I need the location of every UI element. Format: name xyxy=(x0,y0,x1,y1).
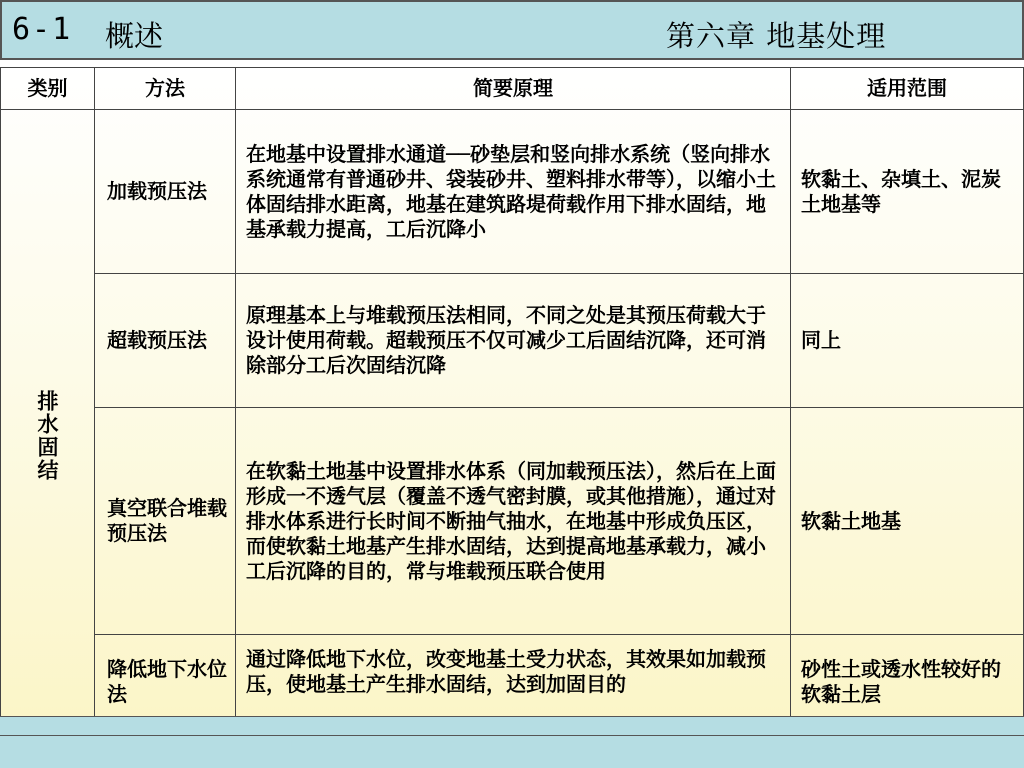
table-area xyxy=(0,67,1024,736)
section-title: 概述 xyxy=(105,19,164,53)
category-cell xyxy=(1,110,95,737)
scope-cell: 砂性土或透水性较好的软黏土层 xyxy=(791,635,1024,737)
slide-footer-bar xyxy=(0,716,1024,768)
category-label: 排水固结 xyxy=(35,390,60,482)
table-header-row xyxy=(1,68,1024,110)
method-cell: 加载预压法 xyxy=(95,110,236,274)
slide-header xyxy=(0,0,1024,60)
scope-cell: 同上 xyxy=(791,274,1024,408)
method-cell: 超载预压法 xyxy=(95,274,236,408)
principle-cell: 在软黏土地基中设置排水体系（同加载预压法），然后在上面形成一不透气层（覆盖不透气密封膜，或其他措施），通过对排水体系进行长时间不断抽气抽水，在地基中形成负压区，而使软黏土地基产生排水固结，达到提高地基承载力，减小工后沉降的目的，常与堆载预压联合使用 xyxy=(236,408,791,635)
section-number: 6-1 xyxy=(12,12,73,47)
table-row xyxy=(1,274,1024,408)
method-cell: 降低地下水位法 xyxy=(95,635,236,737)
scope-cell: 软黏土地基 xyxy=(791,408,1024,635)
table-row xyxy=(1,110,1024,274)
principle-cell: 在地基中设置排水通道──砂垫层和竖向排水系统（竖向排水系统通常有普通砂井、袋装砂井、塑料排水带等），以缩小土体固结排水距离，地基在建筑路堤荷载作用下排水固结，地基承载力提高，工后沉降小 xyxy=(236,110,791,274)
footer-divider xyxy=(0,735,1024,736)
chapter-title: 第六章 地基处理 xyxy=(666,19,887,53)
method-cell: 真空联合堆载预压法 xyxy=(95,408,236,635)
foundation-methods-table xyxy=(0,67,1024,736)
header-category: 类别 xyxy=(1,68,95,110)
principle-cell: 原理基本上与堆载预压法相同，不同之处是其预压荷载大于设计使用荷载。超载预压不仅可减少工后固结沉降，还可消除部分工后次固结沉降 xyxy=(236,274,791,408)
header-scope: 适用范围 xyxy=(791,68,1024,110)
table-row xyxy=(1,408,1024,635)
header-method: 方法 xyxy=(95,68,236,110)
principle-cell: 通过降低地下水位，改变地基土受力状态，其效果如加载预压，使地基土产生排水固结，达到加固目的 xyxy=(236,635,791,737)
header-principle: 简要原理 xyxy=(236,68,791,110)
scope-cell: 软黏土、杂填土、泥炭土地基等 xyxy=(791,110,1024,274)
